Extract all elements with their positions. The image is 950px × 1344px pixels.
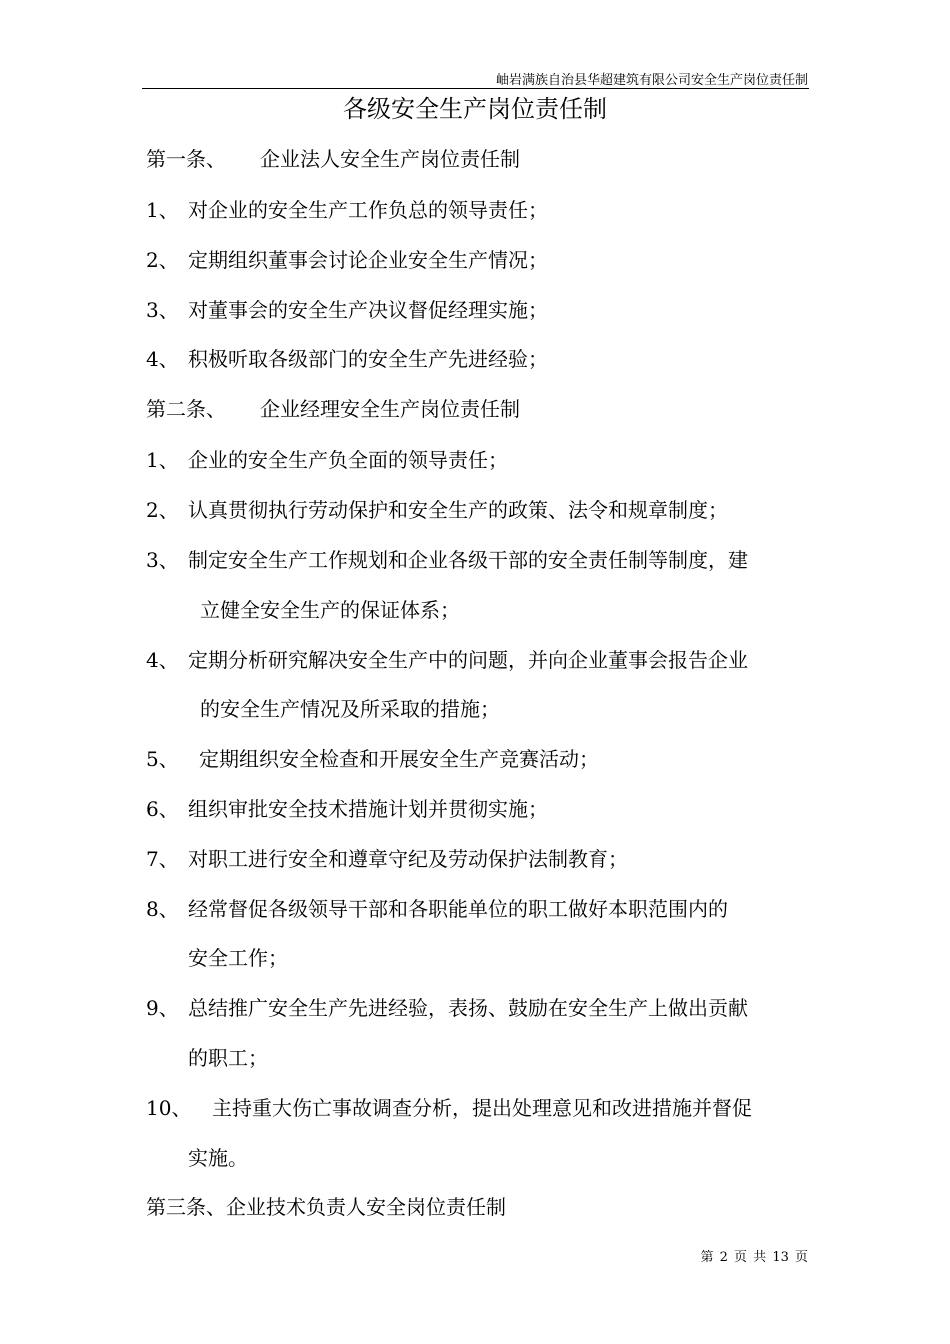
item-number: 2、 [146, 248, 179, 272]
list-item [146, 496, 728, 524]
item-number: 2、 [146, 498, 179, 522]
list-item [146, 296, 548, 324]
item-text: 主持重大伤亡事故调查分析，提出处理意见和改进措施并督促 [212, 1096, 752, 1120]
article-label: 第一条、 [146, 147, 226, 171]
item-number: 7、 [146, 847, 179, 871]
item-text: 组织审批安全技术措施计划并贯彻实施； [188, 797, 548, 821]
article-2-heading [146, 395, 520, 423]
item-text: 经常督促各级领导干部和各职能单位的职工做好本职范围内的 [188, 897, 728, 921]
item-text: 企业的安全生产负全面的领导责任； [188, 448, 508, 472]
item-number: 6、 [146, 797, 179, 821]
running-header: 岫岩满族自治县华超建筑有限公司安全生产岗位责任制 [495, 73, 808, 88]
item-number: 3、 [146, 298, 179, 322]
list-item-continuation: 立健全安全生产的保证体系； [200, 598, 460, 622]
list-item [146, 196, 548, 224]
item-number: 9、 [146, 996, 179, 1020]
list-item [146, 246, 548, 274]
item-number: 1、 [146, 198, 179, 222]
item-text: 定期分析研究解决安全生产中的问题，并向企业董事会报告企业 [188, 648, 748, 672]
item-text: 认真贯彻执行劳动保护和安全生产的政策、法令和规章制度； [188, 498, 728, 522]
article-label: 第二条、 [146, 397, 226, 421]
list-item [146, 994, 748, 1022]
page-title: 各级安全生产岗位责任制 [343, 95, 607, 123]
list-item [146, 745, 599, 773]
item-text: 定期组织安全检查和开展安全生产竞赛活动； [199, 747, 599, 771]
list-item-continuation: 的职工； [188, 1046, 268, 1070]
article-title: 企业经理安全生产岗位责任制 [260, 397, 520, 421]
list-item [146, 895, 728, 923]
item-number: 8、 [146, 897, 179, 921]
list-item-continuation: 实施。 [188, 1146, 248, 1170]
item-text: 总结推广安全生产先进经验，表扬、鼓励在安全生产上做出贡献 [188, 996, 748, 1020]
page-number-footer: 第 2 页 共 13 页 [700, 1250, 808, 1265]
item-number: 4、 [146, 648, 179, 672]
item-text: 积极听取各级部门的安全生产先进经验； [188, 347, 548, 371]
list-item [146, 646, 748, 674]
item-number: 4、 [146, 347, 179, 371]
item-text: 对企业的安全生产工作负总的领导责任； [188, 198, 548, 222]
item-text: 对职工进行安全和遵章守纪及劳动保护法制教育； [188, 847, 628, 871]
item-number: 5、 [146, 747, 179, 771]
item-text: 对董事会的安全生产决议督促经理实施； [188, 298, 548, 322]
item-text: 制定安全生产工作规划和企业各级干部的安全责任制等制度，建 [188, 548, 748, 572]
item-number: 1、 [146, 448, 179, 472]
list-item [146, 795, 548, 823]
list-item-continuation: 的安全生产情况及所采取的措施； [200, 697, 500, 721]
header-rule [142, 88, 809, 89]
list-item [146, 1094, 752, 1122]
item-text: 定期组织董事会讨论企业安全生产情况； [188, 248, 548, 272]
list-item [146, 845, 628, 873]
list-item [146, 546, 748, 574]
article-3-heading: 第三条、企业技术负责人安全岗位责任制 [146, 1195, 506, 1219]
item-number: 3、 [146, 548, 179, 572]
article-1-heading [146, 145, 520, 173]
list-item [146, 345, 548, 373]
item-number: 10、 [146, 1096, 192, 1120]
article-title: 企业法人安全生产岗位责任制 [260, 147, 520, 171]
list-item-continuation: 安全工作； [188, 946, 288, 970]
list-item [146, 446, 508, 474]
